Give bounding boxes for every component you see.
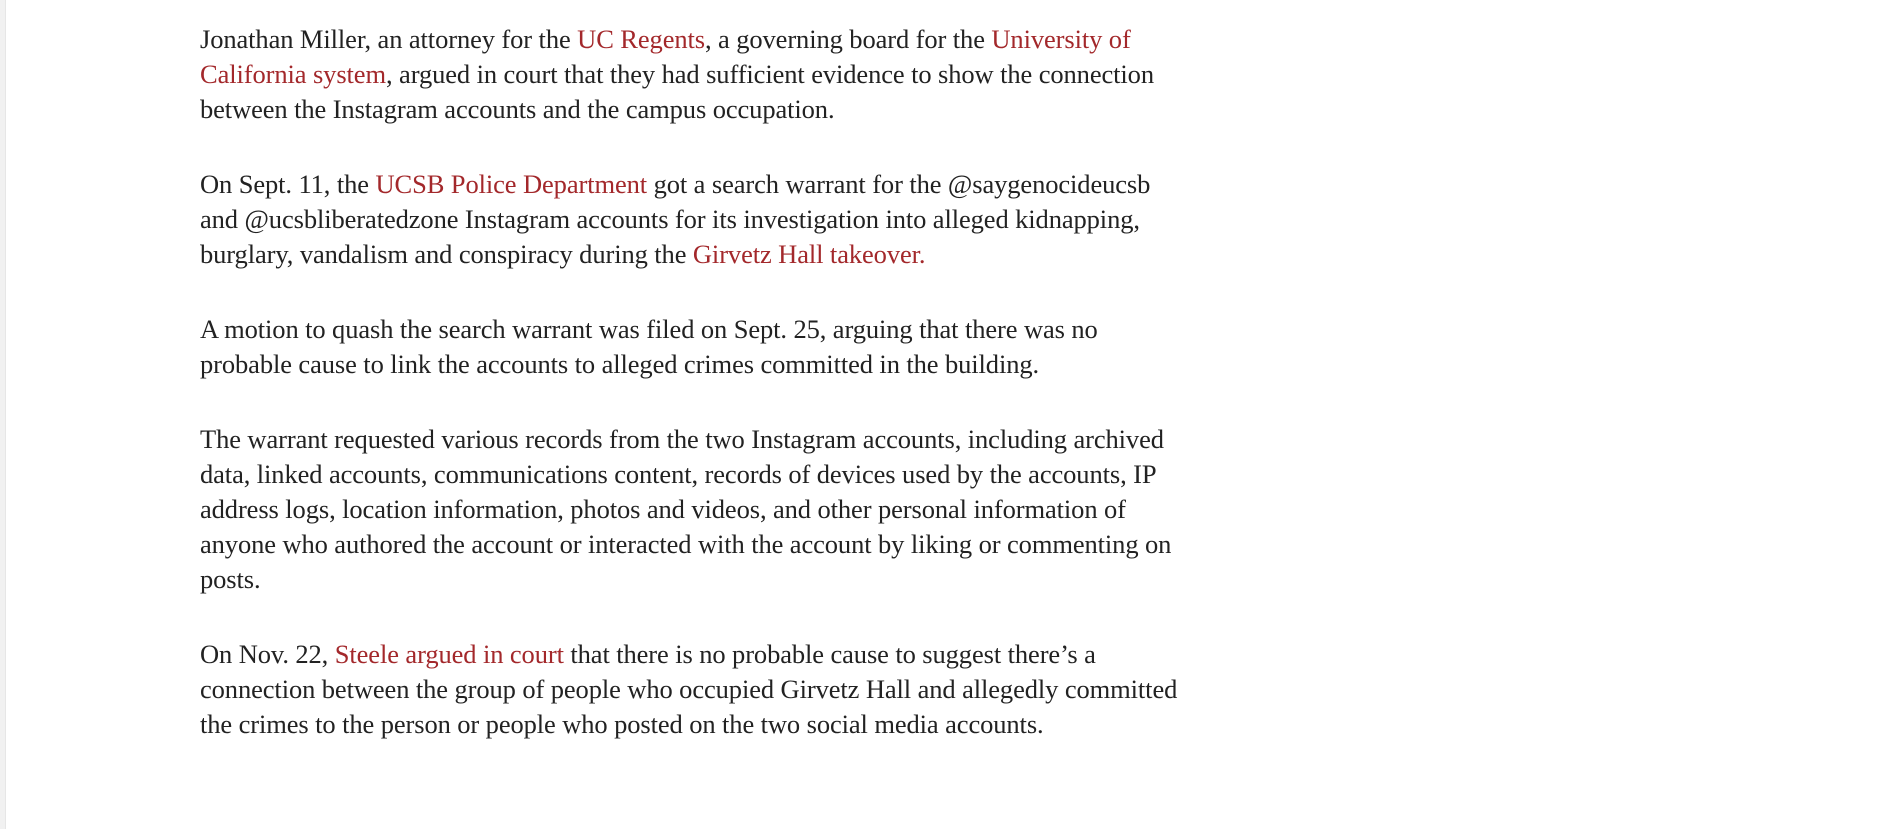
paragraph-text: A motion to quash the search warrant was filed on Sept. 25, arguing that there was no probable cause to link the accounts to alleged crimes committed in the building.	[200, 314, 1098, 379]
paragraph-text: On Nov. 22,	[200, 639, 335, 669]
article-paragraph	[200, 312, 1190, 382]
ucsb-police-department-link[interactable]: UCSB Police Department	[375, 169, 648, 199]
paragraph-text: Jonathan Miller, an attorney for the	[200, 24, 578, 54]
university-of-california-system-link[interactable]: University of California system	[200, 24, 1131, 89]
girvetz-hall-takeover-link[interactable]: Girvetz Hall takeover.	[692, 239, 926, 269]
paragraph-text: got a search warrant for the @saygenocideucsb and @ucsbliberatedzone Instagram accounts for its investigation into alleged kidnapping, burglary, vandalism and conspiracy during the	[200, 169, 1151, 269]
paragraph-text: , argued in court that they had sufficient evidence to show the connection between the Instagram accounts and the campus occupation.	[200, 59, 1154, 124]
paragraph-text: , a governing board for the	[704, 24, 992, 54]
uc-regents-link[interactable]: UC Regents	[577, 24, 705, 54]
article-paragraph	[200, 422, 1190, 597]
paragraph-text: that there is no probable cause to suggest there’s a connection between the group of people who occupied Girvetz Hall and allegedly committed the crimes to the person or people who posted on the two social media accounts.	[200, 639, 1178, 739]
paragraph-text: The warrant requested various records from the two Instagram accounts, including archived data, linked accounts, communications content, records of devices used by the accounts, IP address logs, location information, photos and videos, and other personal information of anyone who authored the account or interacted with the account by liking or commenting on posts.	[200, 424, 1172, 594]
paragraph-text: On Sept. 11, the	[200, 169, 376, 199]
article-paragraph	[200, 167, 1190, 272]
article-paragraph	[200, 637, 1190, 742]
steele-argued-in-court-link[interactable]: Steele argued in court	[334, 639, 564, 669]
left-edge-rule	[0, 0, 6, 829]
article-paragraph	[200, 22, 1190, 127]
article-body	[200, 22, 1190, 782]
